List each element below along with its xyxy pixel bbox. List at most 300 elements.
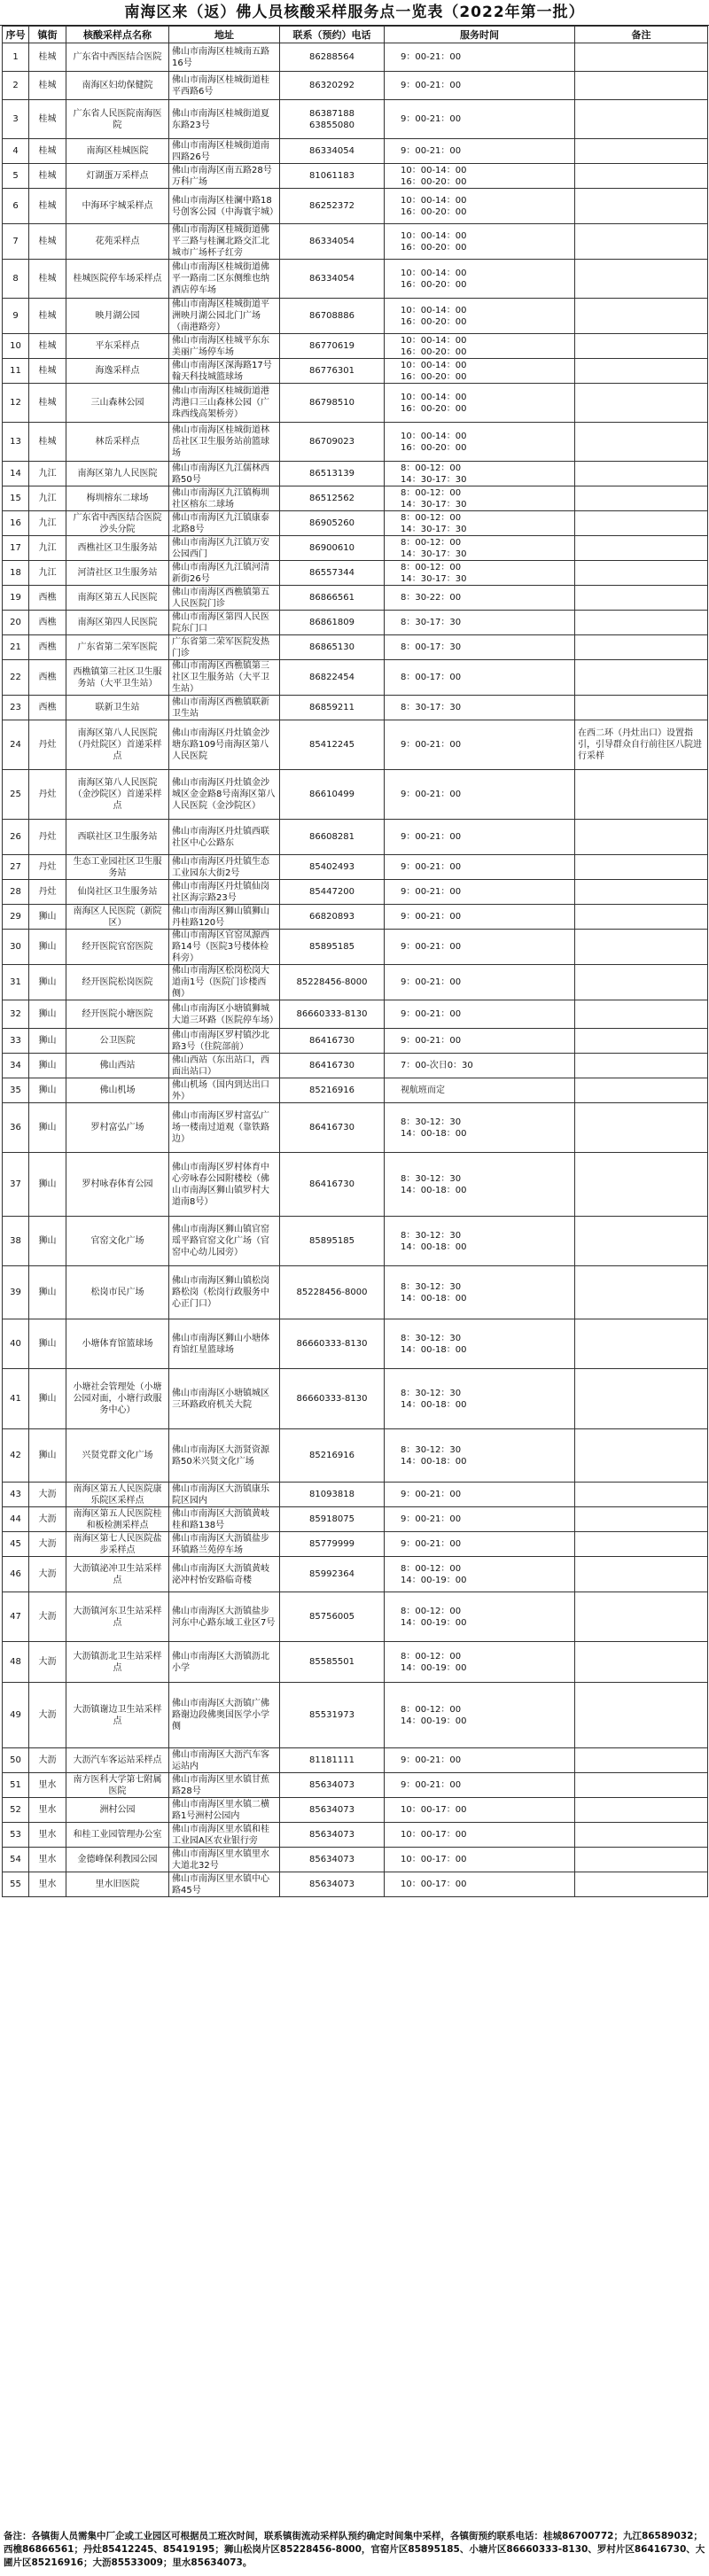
cell-name: 花苑采样点 bbox=[66, 224, 169, 260]
cell-hours: 8：30-12：30 14：00-18：00 bbox=[385, 1217, 575, 1266]
table-row bbox=[3, 561, 708, 586]
cell-hours: 9：00-21：00 bbox=[385, 100, 575, 139]
cell-town: 狮山 bbox=[29, 1217, 66, 1266]
cell-phone: 85585501 bbox=[280, 1642, 385, 1683]
cell-no: 31 bbox=[3, 965, 29, 1000]
cell-name: 三山森林公园 bbox=[66, 384, 169, 423]
cell-address: 佛山市南海区松岗松岗大道南1号（医院门诊楼西侧） bbox=[169, 965, 280, 1000]
cell-town: 狮山 bbox=[29, 1078, 66, 1103]
cell-name: 南海区第七人民医院盐步采样点 bbox=[66, 1532, 169, 1557]
cell-phone: 86252372 bbox=[280, 189, 385, 224]
cell-hours: 10：00-14：00 16：00-20：00 bbox=[385, 260, 575, 299]
cell-hours: 8：30-12：30 14：00-18：00 bbox=[385, 1429, 575, 1483]
table-row bbox=[3, 1642, 708, 1683]
cell-no: 25 bbox=[3, 770, 29, 820]
cell-note bbox=[575, 820, 708, 855]
cell-note bbox=[575, 905, 708, 930]
cell-name: 南海区第九人民医院 bbox=[66, 462, 169, 486]
cell-no: 20 bbox=[3, 611, 29, 635]
table-row bbox=[3, 1103, 708, 1153]
cell-address: 佛山市南海区桂城平东东美丽广场停车场 bbox=[169, 334, 280, 359]
cell-hours: 9：00-21：00 bbox=[385, 1773, 575, 1798]
table-row bbox=[3, 1078, 708, 1103]
cell-hours: 9：00-21：00 bbox=[385, 1029, 575, 1054]
cell-hours: 10：00-14：00 16：00-20：00 bbox=[385, 334, 575, 359]
cell-no: 46 bbox=[3, 1557, 29, 1592]
cell-hours: 10：00-17：00 bbox=[385, 1848, 575, 1872]
cell-phone: 86320292 bbox=[280, 72, 385, 100]
cell-address: 佛山市南海区深海路17号翰天科技城篮球场 bbox=[169, 359, 280, 384]
cell-phone: 86866561 bbox=[280, 586, 385, 611]
cell-town: 桂城 bbox=[29, 100, 66, 139]
cell-hours: 9：00-21：00 bbox=[385, 1507, 575, 1532]
cell-address: 佛山市南海区里水镇里水大道北32号 bbox=[169, 1848, 280, 1872]
cell-town: 九江 bbox=[29, 561, 66, 586]
cell-town: 桂城 bbox=[29, 359, 66, 384]
table-row bbox=[3, 1369, 708, 1429]
cell-hours: 8：00-12：00 14：30-17：30 bbox=[385, 486, 575, 511]
cell-no: 13 bbox=[3, 423, 29, 462]
cell-town: 大沥 bbox=[29, 1592, 66, 1642]
cell-town: 狮山 bbox=[29, 1103, 66, 1153]
table-header-row bbox=[3, 27, 708, 43]
cell-note bbox=[575, 224, 708, 260]
table-row bbox=[3, 1823, 708, 1848]
cell-name: 南海区第五人民医院 bbox=[66, 586, 169, 611]
cell-note bbox=[575, 1000, 708, 1029]
cell-address: 佛山市南海区大沥镇广佛路谢边段佛奥国医学小学侧 bbox=[169, 1683, 280, 1748]
cell-address: 佛山市南海区桂城街道夏东路23号 bbox=[169, 100, 280, 139]
cell-address: 佛山市南海区桂城街道港湾港口三山森林公园（广珠西线高架桥旁） bbox=[169, 384, 280, 423]
table-row bbox=[3, 1153, 708, 1217]
cell-hours: 8：30-12：30 14：00-18：00 bbox=[385, 1103, 575, 1153]
cell-phone: 86709023 bbox=[280, 423, 385, 462]
cell-hours: 9：00-21：00 bbox=[385, 855, 575, 880]
cell-phone: 86708886 bbox=[280, 299, 385, 334]
cell-note bbox=[575, 855, 708, 880]
cell-no: 17 bbox=[3, 536, 29, 561]
cell-address: 佛山市南海区小塘镇城区三环路政府机关大院 bbox=[169, 1369, 280, 1429]
cell-name: 大沥汽车客运站采样点 bbox=[66, 1748, 169, 1773]
cell-note bbox=[575, 1078, 708, 1103]
table-row bbox=[3, 1000, 708, 1029]
cell-town: 西樵 bbox=[29, 660, 66, 696]
cell-phone: 85216916 bbox=[280, 1429, 385, 1483]
cell-name: 广东省中西医结合医院 bbox=[66, 43, 169, 72]
cell-note: 在西二环（丹灶出口）设置指引，引导群众自行前往区八院进行采样 bbox=[575, 720, 708, 770]
cell-phone: 81061183 bbox=[280, 164, 385, 189]
cell-name: 罗村富弘广场 bbox=[66, 1103, 169, 1153]
cell-address: 佛山市南海区桂城街道桂平西路6号 bbox=[169, 72, 280, 100]
cell-phone: 85634073 bbox=[280, 1848, 385, 1872]
cell-no: 50 bbox=[3, 1748, 29, 1773]
cell-town: 大沥 bbox=[29, 1507, 66, 1532]
cell-phone: 86660333-8130 bbox=[280, 1319, 385, 1369]
cell-note bbox=[575, 536, 708, 561]
cell-town: 桂城 bbox=[29, 189, 66, 224]
cell-address: 佛山市南海区桂城南五路16号 bbox=[169, 43, 280, 72]
cell-town: 里水 bbox=[29, 1823, 66, 1848]
cell-phone: 85634073 bbox=[280, 1823, 385, 1848]
cell-note bbox=[575, 696, 708, 720]
cell-hours: 视航班而定 bbox=[385, 1078, 575, 1103]
cell-name: 大沥镇泌冲卫生站采样点 bbox=[66, 1557, 169, 1592]
table-row bbox=[3, 189, 708, 224]
cell-phone: 85216916 bbox=[280, 1078, 385, 1103]
cell-hours: 9：00-21：00 bbox=[385, 43, 575, 72]
cell-hours: 9：00-21：00 bbox=[385, 770, 575, 820]
table-row bbox=[3, 820, 708, 855]
cell-hours: 9：00-21：00 bbox=[385, 965, 575, 1000]
cell-phone: 85895185 bbox=[280, 930, 385, 965]
table-row bbox=[3, 720, 708, 770]
cell-name: 大沥镇河东卫生站采样点 bbox=[66, 1592, 169, 1642]
table-row bbox=[3, 1773, 708, 1798]
cell-phone: 81093818 bbox=[280, 1483, 385, 1507]
cell-address: 佛山市南海区大沥汽车客运站内 bbox=[169, 1748, 280, 1773]
cell-note bbox=[575, 1217, 708, 1266]
cell-hours: 9：00-21：00 bbox=[385, 930, 575, 965]
cell-no: 1 bbox=[3, 43, 29, 72]
cell-phone: 86387188 63855080 bbox=[280, 100, 385, 139]
table-row bbox=[3, 1557, 708, 1592]
table-row bbox=[3, 224, 708, 260]
table-row bbox=[3, 1217, 708, 1266]
cell-phone: 86416730 bbox=[280, 1153, 385, 1217]
cell-phone: 85634073 bbox=[280, 1773, 385, 1798]
cell-hours: 8：00-12：00 14：30-17：30 bbox=[385, 536, 575, 561]
cell-phone: 86334054 bbox=[280, 260, 385, 299]
cell-address: 广东省第二荣军医院发热门诊 bbox=[169, 635, 280, 660]
cell-phone: 86416730 bbox=[280, 1103, 385, 1153]
cell-name: 经开医院小塘医院 bbox=[66, 1000, 169, 1029]
cell-note bbox=[575, 462, 708, 486]
cell-name: 洲村公园 bbox=[66, 1798, 169, 1823]
cell-hours: 8：30-17：30 bbox=[385, 696, 575, 720]
cell-town: 大沥 bbox=[29, 1748, 66, 1773]
table-row bbox=[3, 486, 708, 511]
cell-no: 2 bbox=[3, 72, 29, 100]
cell-note bbox=[575, 43, 708, 72]
cell-no: 19 bbox=[3, 586, 29, 611]
cell-address: 佛山市南海区大沥镇盐步河东中心路东域工业区7号 bbox=[169, 1592, 280, 1642]
cell-phone: 85402493 bbox=[280, 855, 385, 880]
cell-phone: 85992364 bbox=[280, 1557, 385, 1592]
cell-address: 佛山市南海区九江镇梅圳社区榕东二球场 bbox=[169, 486, 280, 511]
cell-no: 23 bbox=[3, 696, 29, 720]
cell-hours: 8：00-12：00 14：30-17：30 bbox=[385, 462, 575, 486]
cell-town: 狮山 bbox=[29, 1369, 66, 1429]
cell-name: 梅圳榕东二球场 bbox=[66, 486, 169, 511]
cell-address: 佛山市南海区大沥镇盐步环镇路兰苑停车场 bbox=[169, 1532, 280, 1557]
cell-town: 桂城 bbox=[29, 260, 66, 299]
cell-address: 佛山市南海区西樵镇第五人民医院门诊 bbox=[169, 586, 280, 611]
cell-note bbox=[575, 1748, 708, 1773]
cell-town: 大沥 bbox=[29, 1483, 66, 1507]
table-row bbox=[3, 586, 708, 611]
cell-town: 丹灶 bbox=[29, 720, 66, 770]
cell-note bbox=[575, 486, 708, 511]
table-row bbox=[3, 1054, 708, 1078]
cell-phone: 85228456-8000 bbox=[280, 965, 385, 1000]
cell-no: 33 bbox=[3, 1029, 29, 1054]
cell-note bbox=[575, 660, 708, 696]
cell-name: 南海区妇幼保健院 bbox=[66, 72, 169, 100]
cell-hours: 8：30-22：00 bbox=[385, 586, 575, 611]
cell-address: 佛山机场（国内到达出口外） bbox=[169, 1078, 280, 1103]
cell-no: 26 bbox=[3, 820, 29, 855]
table-row bbox=[3, 1319, 708, 1369]
cell-note bbox=[575, 511, 708, 536]
table-row bbox=[3, 1029, 708, 1054]
table-row bbox=[3, 100, 708, 139]
cell-name: 大沥镇谢边卫生站采样点 bbox=[66, 1683, 169, 1748]
cell-no: 14 bbox=[3, 462, 29, 486]
cell-phone: 86900610 bbox=[280, 536, 385, 561]
cell-address: 佛山市南海区狮山镇松岗路松岗（松岗行政服务中心正门口） bbox=[169, 1266, 280, 1319]
cell-phone: 85779999 bbox=[280, 1532, 385, 1557]
table-row bbox=[3, 423, 708, 462]
cell-phone: 85895185 bbox=[280, 1217, 385, 1266]
table-row bbox=[3, 72, 708, 100]
cell-hours: 9：00-21：00 bbox=[385, 820, 575, 855]
cell-note bbox=[575, 1103, 708, 1153]
cell-no: 4 bbox=[3, 139, 29, 164]
cell-name: 官窑文化广场 bbox=[66, 1217, 169, 1266]
cell-address: 佛山市南海区里水镇中心路45号 bbox=[169, 1872, 280, 1897]
cell-name: 生态工业园社区卫生服务站 bbox=[66, 855, 169, 880]
cell-address: 佛山市南海区南五路28号万科广场 bbox=[169, 164, 280, 189]
cell-town: 桂城 bbox=[29, 224, 66, 260]
cell-address: 佛山市南海区第四人民医院东门口 bbox=[169, 611, 280, 635]
cell-no: 49 bbox=[3, 1683, 29, 1748]
cell-note bbox=[575, 965, 708, 1000]
cell-note bbox=[575, 299, 708, 334]
cell-town: 九江 bbox=[29, 486, 66, 511]
table-row bbox=[3, 855, 708, 880]
cell-phone: 86798510 bbox=[280, 384, 385, 423]
cell-town: 桂城 bbox=[29, 384, 66, 423]
cell-no: 22 bbox=[3, 660, 29, 696]
cell-note bbox=[575, 1429, 708, 1483]
table-row bbox=[3, 1798, 708, 1823]
cell-town: 里水 bbox=[29, 1773, 66, 1798]
cell-no: 8 bbox=[3, 260, 29, 299]
cell-address: 佛山市南海区九江镇万安公园西门 bbox=[169, 536, 280, 561]
cell-note bbox=[575, 1319, 708, 1369]
table-row bbox=[3, 1483, 708, 1507]
cell-address: 佛山市南海区丹灶镇生态工业园东大街2号 bbox=[169, 855, 280, 880]
cell-name: 大沥镇沥北卫生站采样点 bbox=[66, 1642, 169, 1683]
cell-no: 38 bbox=[3, 1217, 29, 1266]
cell-phone: 86822454 bbox=[280, 660, 385, 696]
cell-hours: 8：00-12：00 14：00-19：00 bbox=[385, 1557, 575, 1592]
cell-hours: 9：00-21：00 bbox=[385, 1748, 575, 1773]
cell-note bbox=[575, 561, 708, 586]
cell-address: 佛山市南海区丹灶镇仙岗社区海宗路23号 bbox=[169, 880, 280, 905]
table-row bbox=[3, 1507, 708, 1532]
cell-name: 平东采样点 bbox=[66, 334, 169, 359]
col-header-town: 镇街 bbox=[29, 27, 66, 43]
cell-hours: 8：00-12：00 14：30-17：30 bbox=[385, 511, 575, 536]
cell-note bbox=[575, 1153, 708, 1217]
cell-no: 11 bbox=[3, 359, 29, 384]
cell-address: 佛山市南海区里水镇和桂工业园A区农业银行旁 bbox=[169, 1823, 280, 1848]
cell-note bbox=[575, 1029, 708, 1054]
cell-name: 广东省人民医院南海医院 bbox=[66, 100, 169, 139]
cell-no: 29 bbox=[3, 905, 29, 930]
cell-hours: 10：00-14：00 16：00-20：00 bbox=[385, 189, 575, 224]
cell-name: 南海区人民医院（新院区） bbox=[66, 905, 169, 930]
table-row bbox=[3, 359, 708, 384]
cell-hours: 10：00-14：00 16：00-20：00 bbox=[385, 164, 575, 189]
cell-note bbox=[575, 1642, 708, 1683]
cell-note bbox=[575, 611, 708, 635]
cell-address: 佛山西站（东出站口，西面出站口） bbox=[169, 1054, 280, 1078]
cell-no: 9 bbox=[3, 299, 29, 334]
cell-phone: 86416730 bbox=[280, 1054, 385, 1078]
cell-name: 南海区第八人民医院（丹灶院区）首递采样点 bbox=[66, 720, 169, 770]
sampling-sites-table bbox=[2, 26, 708, 1897]
footer-note: 备注：各镇街人员需集中厂企或工业园区可根据员工班次时间，联系镇街流动采样队预约确定时间集中采样，各镇街预约联系电话：桂城86700772；九江86589032；西樵86866561；丹灶85412245、85419195；狮山松岗片区85228456-8000，官窑片区85895185、小塘片区86660333-8130、罗村片区86416730、大圃片区85216916；大沥85533009；里水85634073。 bbox=[4, 2531, 705, 2568]
table-row bbox=[3, 696, 708, 720]
cell-note bbox=[575, 1798, 708, 1823]
cell-name: 小塘体育馆篮球场 bbox=[66, 1319, 169, 1369]
cell-town: 西樵 bbox=[29, 696, 66, 720]
cell-name: 灯湖蛋万采样点 bbox=[66, 164, 169, 189]
cell-town: 狮山 bbox=[29, 1429, 66, 1483]
cell-no: 3 bbox=[3, 100, 29, 139]
cell-address: 佛山市南海区大沥贤资源路50米兴贤文化广场 bbox=[169, 1429, 280, 1483]
cell-no: 35 bbox=[3, 1078, 29, 1103]
cell-name: 西樵镇第三社区卫生服务站（大平卫生站） bbox=[66, 660, 169, 696]
cell-phone: 86861809 bbox=[280, 611, 385, 635]
cell-note bbox=[575, 189, 708, 224]
cell-hours: 7：00-次日0：30 bbox=[385, 1054, 575, 1078]
cell-hours: 8：00-12：00 14：00-19：00 bbox=[385, 1642, 575, 1683]
table-row bbox=[3, 770, 708, 820]
cell-note bbox=[575, 1683, 708, 1748]
cell-name: 中海环宇城采样点 bbox=[66, 189, 169, 224]
cell-phone: 86905260 bbox=[280, 511, 385, 536]
cell-name: 海逸采样点 bbox=[66, 359, 169, 384]
cell-hours: 9：00-21：00 bbox=[385, 720, 575, 770]
cell-name: 南方医科大学第七附属医院 bbox=[66, 1773, 169, 1798]
cell-town: 狮山 bbox=[29, 1319, 66, 1369]
cell-no: 15 bbox=[3, 486, 29, 511]
table-row bbox=[3, 1748, 708, 1773]
cell-address: 佛山市南海区西樵镇联新卫生站 bbox=[169, 696, 280, 720]
cell-no: 54 bbox=[3, 1848, 29, 1872]
cell-name: 佛山西站 bbox=[66, 1054, 169, 1078]
cell-note bbox=[575, 1266, 708, 1319]
cell-hours: 9：00-21：00 bbox=[385, 1483, 575, 1507]
cell-name: 南海区桂城医院 bbox=[66, 139, 169, 164]
cell-address: 佛山市南海区九江儒林西路50号 bbox=[169, 462, 280, 486]
cell-name: 桂城医院停车场采样点 bbox=[66, 260, 169, 299]
table-row bbox=[3, 1683, 708, 1748]
cell-town: 狮山 bbox=[29, 1153, 66, 1217]
cell-note bbox=[575, 100, 708, 139]
cell-name: 和桂工业园管理办公室 bbox=[66, 1823, 169, 1848]
cell-phone: 86416730 bbox=[280, 1029, 385, 1054]
cell-phone: 86288564 bbox=[280, 43, 385, 72]
cell-town: 狮山 bbox=[29, 930, 66, 965]
cell-no: 41 bbox=[3, 1369, 29, 1429]
cell-town: 桂城 bbox=[29, 72, 66, 100]
col-header-note: 备注 bbox=[575, 27, 708, 43]
cell-note bbox=[575, 72, 708, 100]
cell-town: 丹灶 bbox=[29, 770, 66, 820]
table-row bbox=[3, 1872, 708, 1897]
cell-note bbox=[575, 1773, 708, 1798]
table-row bbox=[3, 905, 708, 930]
cell-hours: 8：30-17：30 bbox=[385, 611, 575, 635]
page-title: 南海区来（返）佛人员核酸采样服务点一览表（2022年第一批） bbox=[0, 0, 709, 26]
cell-note bbox=[575, 770, 708, 820]
cell-phone: 66820893 bbox=[280, 905, 385, 930]
cell-hours: 9：00-21：00 bbox=[385, 72, 575, 100]
cell-phone: 85447200 bbox=[280, 880, 385, 905]
cell-phone: 86608281 bbox=[280, 820, 385, 855]
cell-no: 47 bbox=[3, 1592, 29, 1642]
cell-no: 10 bbox=[3, 334, 29, 359]
cell-no: 21 bbox=[3, 635, 29, 660]
cell-hours: 9：00-21：00 bbox=[385, 1532, 575, 1557]
cell-town: 西樵 bbox=[29, 586, 66, 611]
table-row bbox=[3, 462, 708, 486]
cell-town: 狮山 bbox=[29, 1000, 66, 1029]
cell-hours: 10：00-14：00 16：00-20：00 bbox=[385, 359, 575, 384]
table-row bbox=[3, 930, 708, 965]
col-header-hours: 服务时间 bbox=[385, 27, 575, 43]
cell-town: 九江 bbox=[29, 462, 66, 486]
cell-address: 佛山市南海区丹灶镇金沙城区金金路8号南海区第八人民医院（金沙院区） bbox=[169, 770, 280, 820]
cell-town: 桂城 bbox=[29, 164, 66, 189]
cell-note bbox=[575, 930, 708, 965]
cell-no: 37 bbox=[3, 1153, 29, 1217]
cell-note bbox=[575, 1592, 708, 1642]
cell-town: 里水 bbox=[29, 1798, 66, 1823]
cell-phone: 86512562 bbox=[280, 486, 385, 511]
cell-address: 佛山市南海区罗村镇沙北路3号（住院部前） bbox=[169, 1029, 280, 1054]
cell-no: 27 bbox=[3, 855, 29, 880]
cell-town: 狮山 bbox=[29, 1054, 66, 1078]
col-header-phone: 联系（预约）电话 bbox=[280, 27, 385, 43]
cell-name: 公卫医院 bbox=[66, 1029, 169, 1054]
table-row bbox=[3, 334, 708, 359]
cell-town: 大沥 bbox=[29, 1557, 66, 1592]
cell-no: 7 bbox=[3, 224, 29, 260]
cell-note bbox=[575, 423, 708, 462]
cell-address: 佛山市南海区大沥镇沥北小学 bbox=[169, 1642, 280, 1683]
cell-hours: 8：30-12：30 14：00-18：00 bbox=[385, 1266, 575, 1319]
cell-town: 大沥 bbox=[29, 1532, 66, 1557]
cell-address: 佛山市南海区桂澜中路18号创客公园（中海寰宇城） bbox=[169, 189, 280, 224]
cell-hours: 8：30-12：30 14：00-18：00 bbox=[385, 1153, 575, 1217]
cell-note bbox=[575, 164, 708, 189]
cell-note bbox=[575, 1557, 708, 1592]
table-row bbox=[3, 43, 708, 72]
cell-hours: 10：00-17：00 bbox=[385, 1872, 575, 1897]
cell-hours: 9：00-21：00 bbox=[385, 1000, 575, 1029]
cell-note bbox=[575, 1483, 708, 1507]
cell-name: 广东省中西医结合医院沙头分院 bbox=[66, 511, 169, 536]
cell-note bbox=[575, 880, 708, 905]
cell-hours: 10：00-14：00 16：00-20：00 bbox=[385, 384, 575, 423]
cell-name: 西樵社区卫生服务站 bbox=[66, 536, 169, 561]
cell-hours: 10：00-14：00 16：00-20：00 bbox=[385, 299, 575, 334]
